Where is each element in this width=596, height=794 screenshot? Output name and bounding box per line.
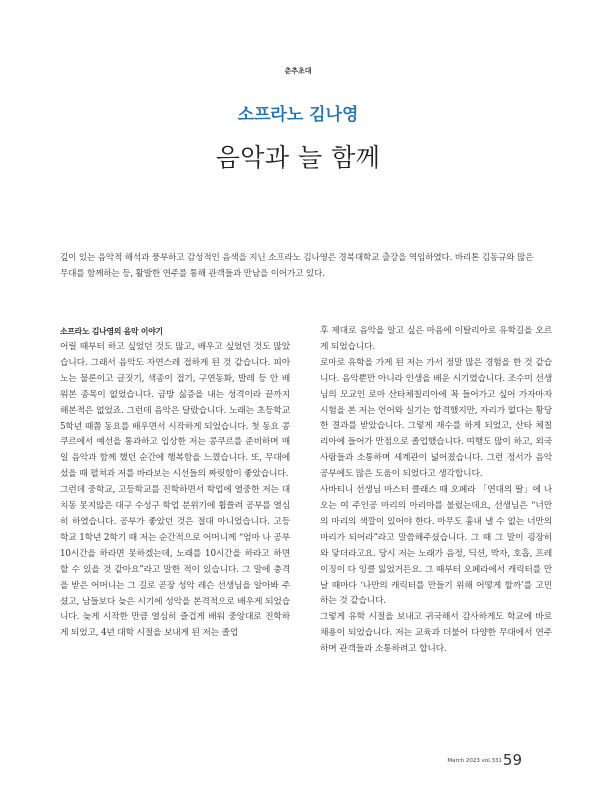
- column-heading: 소프라노 김나영의 음악 이야기: [60, 327, 163, 336]
- body-paragraph: 어릴 때부터 하고 싶었던 것도 많고, 배우고 싶었던 것도 많았습니다. 그래서 음악도 자연스레 접하게 된 것 같습니다. 피아노는 물론이고 글짓기, 색종이 접기, 구연동화, 발레 등 안 배워본 종목이 없었습니다. 금방 싫증을 내는 성격이라 끝까지 해본적은 없었죠. 그런데 음악은 달랐습니다. 노래는 초등학교 5학년 때쯤 동요를 배우면서 시작하게 되었습니다. 첫 동요 콩쿠르에서 예선을 통과하고 입상한 저는 콩쿠르를 준비하며 매일 음악과 함께 했던 순간에 행복함을 느꼈습니다. 또, 무대에 섰을 때 펼쳐과 저를 바라보는 시선들의 짜릿함이 좋았습니다.: [60, 342, 290, 480]
- page-title: 음악과 늘 함께: [215, 143, 381, 172]
- left-column: [60, 324, 290, 642]
- subtitle: 소프라노 김나영: [237, 105, 359, 125]
- body-paragraph: 로마로 유학을 가게 된 저는 가서 정말 많은 경험을 한 것 같습니다. 음악뿐만 아니라 인생을 배운 시기였습니다. 조수미 선생님의 모교인 로마 산타체칠리아에 꼭 들어가고 싶어 가자마자 시험을 본 저는 언어와 실기는 합격했지만, 자리가 없다는 황당한 결과를 받았습니다. 그렇게 재수를 하게 되었고, 산타 체칠리아에 들어가 만점으로 졸업했습니다. 여행도 많이 하고, 외국 사람들과 소통하며 세계관이 넓어졌습니다. 그런 정서가 음악 공부에도 많은 도움이 되었다고 생각합니다.: [320, 357, 552, 480]
- right-column: [320, 324, 552, 658]
- issue-label: March 2023 vol.331: [447, 758, 502, 764]
- page-number: 59: [502, 751, 522, 769]
- section-tag: 춘추초대: [284, 67, 312, 75]
- body-paragraph: 사바티니 선생님 마스터 클래스 때 오페라 「연대의 딸」에 나오는 여 주인공 마리의 아리아를 불렀는데요, 선생님은 “너만의 마리의 색깔이 있어야 한다. 아무도 흉내 낼 수 없는 너만의 마리가 되어라”라고 말씀해주셨습니다. 그 때 그 말이 굉장히 와 닿더라고요. 당시 저는 노래가 음정, 딕션, 박자, 호흡, 프레이징이 다 잉클 잃었거든요. 그 때부터 오페라에서 캐릭터를 만날 때마다 ‘나만의 캐릭터를 만들기 위해 어떻게 할까’를 고민하는 것 같습니다.: [320, 485, 552, 607]
- body-paragraph: 후 제대로 음악을 알고 싶은 마음에 이탈리아로 유학길을 오르게 되었습니다.: [320, 326, 552, 352]
- lead-paragraph: 깊이 있는 음악적 해석과 풍부하고 감성적인 음색을 지닌 소프라노 김나영은 경북대학교 출강을 역임하였다. 바리톤 김동규와 많은 무대를 함께하는 등, 활발한 연주를 통해 관객들과 만남을 이어가고 있다.: [60, 253, 534, 279]
- body-paragraph: 그렇게 유학 시절을 보내고 귀국해서 감사하게도 학교에 바로 채용이 되었습니다. 저는 교육과 더불어 다양한 무대에서 연주하며 관객들과 소통하려고 합니다.: [320, 612, 552, 655]
- body-paragraph: 그런데 중학교, 고등학교를 진학하면서 학업에 열중한 저는 대치동 못지않은 대구 수성구 학업 분위기에 휩쓸려 공부를 열심히 하였습니다. 공부가 좋았던 것은 절대 아니었습니다. 고등학교 1학년 2학기 때 저는 순간적으로 어머니께 “엄마 나 공부 10시간을 하라면 못하겠는데, 노래를 10시간을 하라고 하면 할 수 있을 것 같아요”라고 말한 적이 있습니다. 그 말에 충격을 받은 어머니는 그 길로 곧장 성악 레슨 선생님을 알아봐 주셨고, 남들보다 늦은 시기에 성악을 본격적으로 배우게 되었습니다. 늦게 시작한 만큼 열심히 즐겁게 배워 중앙대로 진학하게 되었고, 4년 대학 시절을 보내게 된 저는 졸업: [60, 485, 290, 639]
